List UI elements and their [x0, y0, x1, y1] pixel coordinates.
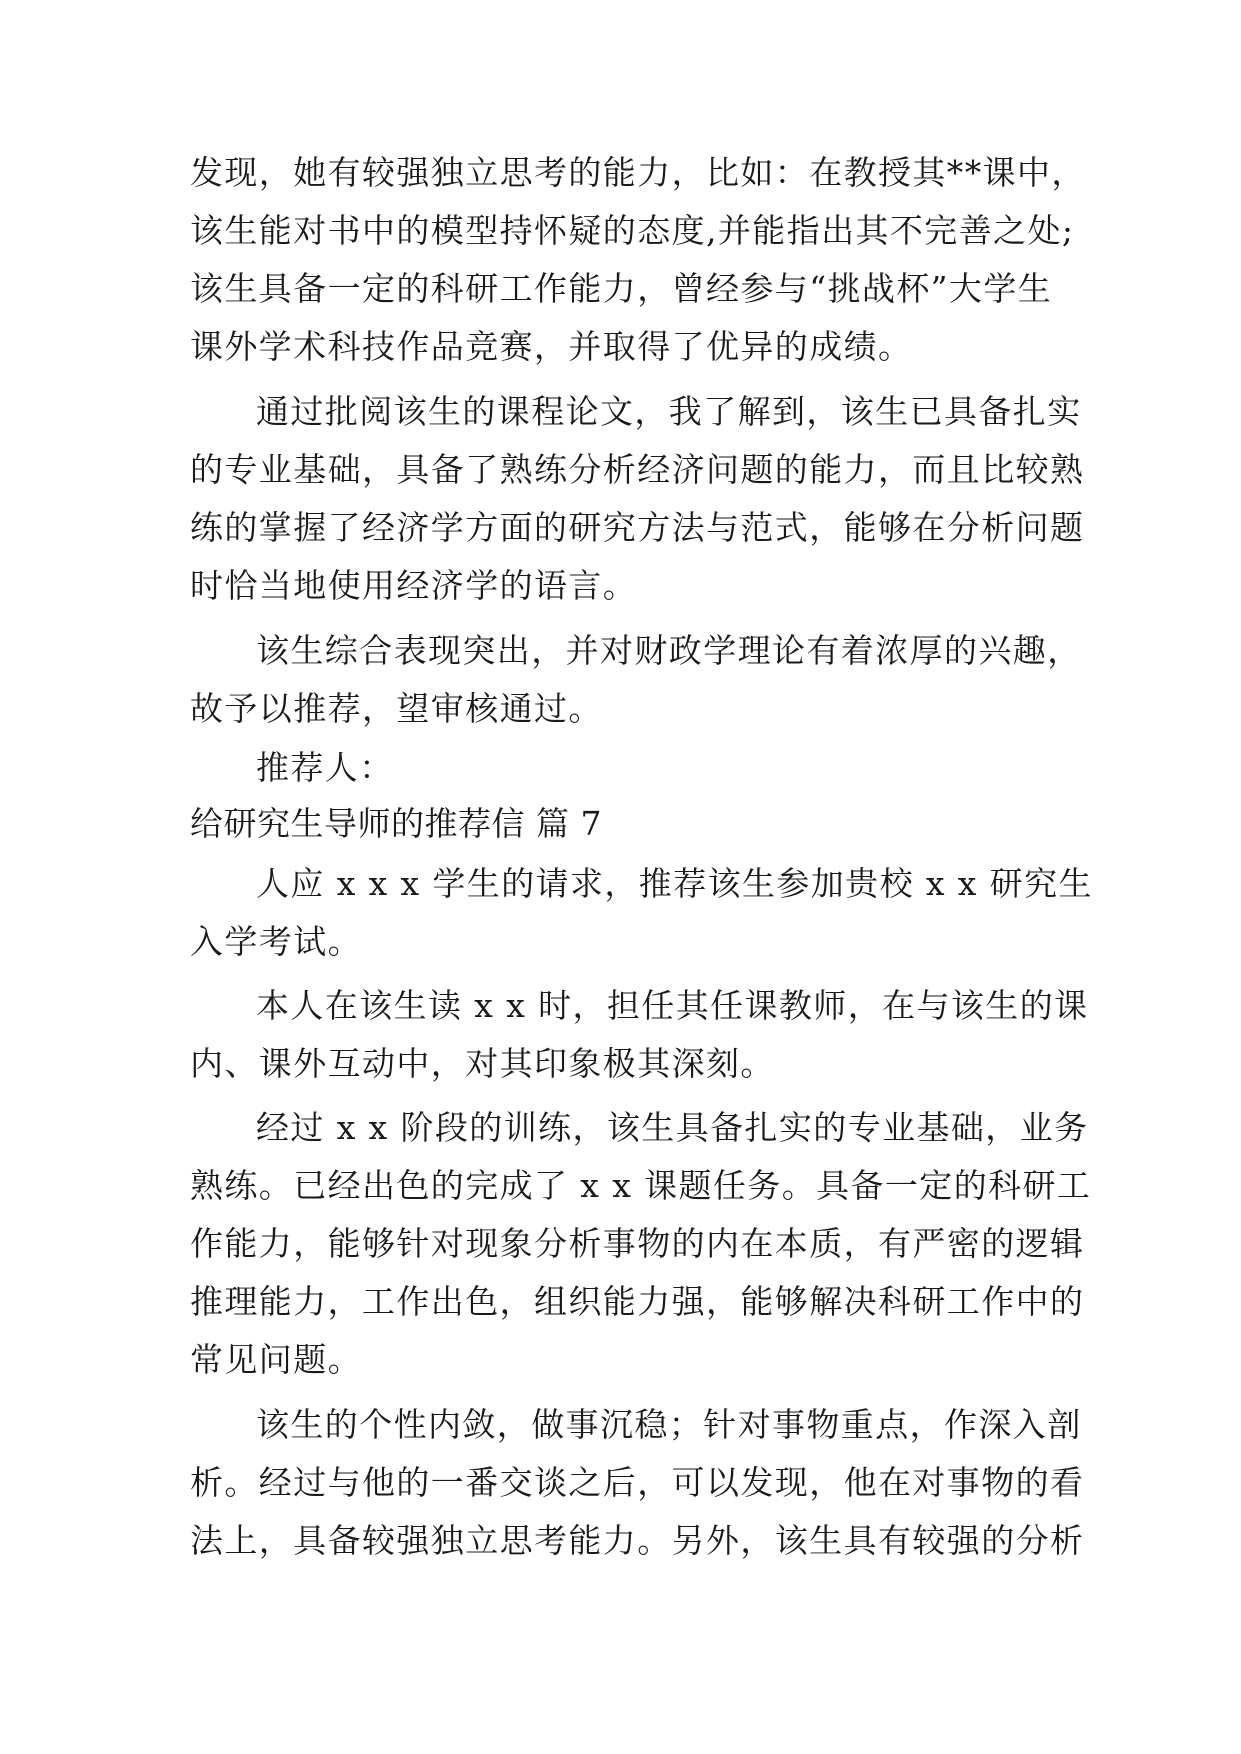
- paragraph-first-line: 经过 x x 阶段的训练，该生具备扎实的专业基础，业务: [256, 1108, 1089, 1147]
- text-line: 推理能力，工作出色，组织能力强，能够解决科研工作中的: [190, 1282, 1085, 1321]
- text-line: 该生具备一定的科研工作能力，曾经参与“挑战杯”大学生: [190, 269, 1053, 308]
- signature-label: 推荐人：: [256, 748, 394, 787]
- text-line: 常见问题。: [190, 1340, 362, 1379]
- text-line: 熟练。已经出色的完成了 x x 课题任务。具备一定的科研工: [190, 1166, 1092, 1205]
- text-line: 法上，具备较强独立思考能力。另外，该生具有较强的分析: [190, 1521, 1085, 1560]
- paragraph-first-line: 人应 x x x 学生的请求，推荐该生参加贵校 x x 研究生: [256, 864, 1093, 903]
- text-line: 练的掌握了经济学方面的研究方法与范式，能够在分析问题: [190, 508, 1085, 547]
- text-line: 时恰当地使用经济学的语言。: [190, 566, 638, 605]
- text-line: 课外学术科技作品竞赛，并取得了优异的成绩。: [190, 327, 913, 366]
- paragraph-first-line: 本人在该生读 x x 时，担任其任课教师，在与该生的课: [256, 986, 1089, 1025]
- text-line: 内、课外互动中，对其印象极其深刻。: [190, 1044, 775, 1083]
- paragraph-first-line: 该生综合表现突出，并对财政学理论有着浓厚的兴趣，: [256, 631, 1082, 670]
- text-line: 入学考试。: [190, 922, 362, 961]
- section-heading: 给研究生导师的推荐信 篇 7: [190, 804, 602, 843]
- text-line: 作能力，能够针对现象分析事物的内在本质，有严密的逻辑: [190, 1224, 1085, 1263]
- text-line: 析。经过与他的一番交谈之后，可以发现，他在对事物的看: [190, 1463, 1085, 1502]
- paragraph-first-line: 通过批阅该生的课程论文，我了解到，该生已具备扎实: [256, 392, 1082, 431]
- text-line: 故予以推荐，望审核通过。: [190, 689, 603, 728]
- text-line: 的专业基础，具备了熟练分析经济问题的能力，而且比较熟: [190, 450, 1085, 489]
- text-line: 该生能对书中的模型持怀疑的态度,并能指出其不完善之处;: [190, 211, 1075, 250]
- paragraph-first-line: 该生的个性内敛，做事沉稳；针对事物重点，作深入剖: [256, 1405, 1082, 1444]
- text-line: 发现，她有较强独立思考的能力，比如：在教授其**课中，: [190, 153, 1086, 192]
